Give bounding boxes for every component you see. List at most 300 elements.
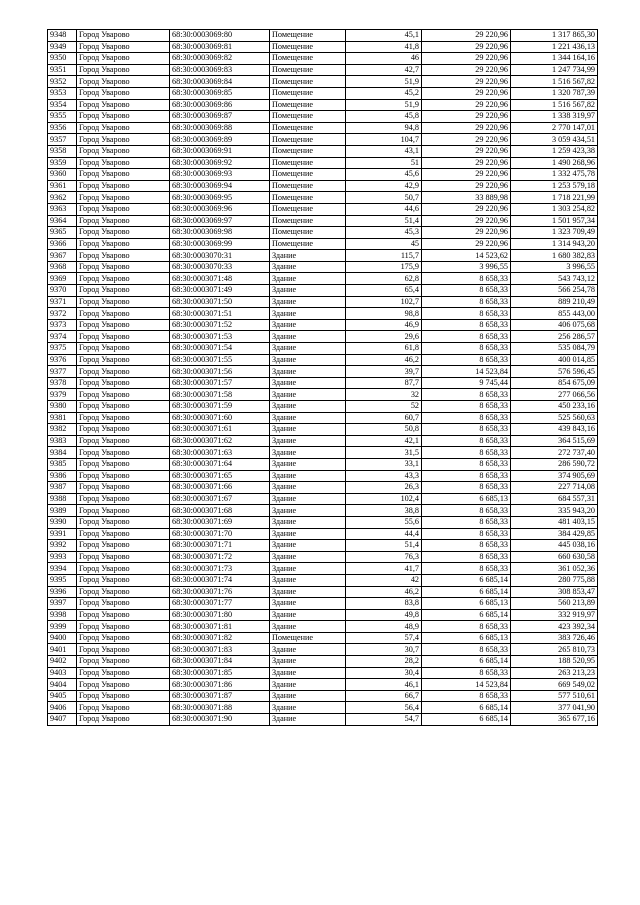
object-type-cell: Помещение xyxy=(270,215,346,227)
cadastral-number-cell: 68:30:0003071:64 xyxy=(170,458,270,470)
object-type-cell: Здание xyxy=(270,714,346,726)
object-type-cell: Здание xyxy=(270,319,346,331)
cadastral-value-cell: 1 303 254,82 xyxy=(511,203,598,215)
object-type-cell: Помещение xyxy=(270,53,346,65)
cadastral-value-cell: 450 233,16 xyxy=(511,401,598,413)
cadastral-number-cell: 68:30:0003069:94 xyxy=(170,180,270,192)
locality-cell: Город Уварово xyxy=(77,99,170,111)
locality-cell: Город Уварово xyxy=(77,227,170,239)
cadastral-number-cell: 68:30:0003071:52 xyxy=(170,319,270,331)
unit-value-cell: 14 523,84 xyxy=(422,679,511,691)
table-row xyxy=(48,598,598,610)
row-number-cell: 9396 xyxy=(48,586,77,598)
row-number-cell: 9351 xyxy=(48,64,77,76)
cadastral-number-cell: 68:30:0003070:33 xyxy=(170,261,270,273)
locality-cell: Город Уварово xyxy=(77,505,170,517)
row-number-cell: 9383 xyxy=(48,435,77,447)
locality-cell: Город Уварово xyxy=(77,621,170,633)
area-cell: 45,2 xyxy=(346,87,422,99)
locality-cell: Город Уварово xyxy=(77,563,170,575)
area-cell: 50,7 xyxy=(346,192,422,204)
row-number-cell: 9378 xyxy=(48,377,77,389)
locality-cell: Город Уварово xyxy=(77,470,170,482)
table-row xyxy=(48,331,598,343)
area-cell: 51 xyxy=(346,157,422,169)
unit-value-cell: 8 658,33 xyxy=(422,308,511,320)
locality-cell: Город Уварово xyxy=(77,389,170,401)
area-cell: 38,8 xyxy=(346,505,422,517)
locality-cell: Город Уварово xyxy=(77,714,170,726)
cadastral-value-cell: 543 743,12 xyxy=(511,273,598,285)
area-cell: 46 xyxy=(346,53,422,65)
unit-value-cell: 29 220,96 xyxy=(422,87,511,99)
cadastral-value-cell: 263 213,23 xyxy=(511,667,598,679)
locality-cell: Город Уварово xyxy=(77,169,170,181)
unit-value-cell: 29 220,96 xyxy=(422,122,511,134)
cadastral-number-cell: 68:30:0003069:93 xyxy=(170,169,270,181)
area-cell: 102,4 xyxy=(346,493,422,505)
row-number-cell: 9356 xyxy=(48,122,77,134)
area-cell: 45,3 xyxy=(346,227,422,239)
cadastral-number-cell: 68:30:0003071:72 xyxy=(170,551,270,563)
table-row xyxy=(48,516,598,528)
row-number-cell: 9380 xyxy=(48,401,77,413)
table-row xyxy=(48,702,598,714)
unit-value-cell: 8 658,33 xyxy=(422,401,511,413)
area-cell: 61,8 xyxy=(346,343,422,355)
cadastral-value-cell: 272 737,40 xyxy=(511,447,598,459)
cadastral-value-cell: 854 675,09 xyxy=(511,377,598,389)
cadastral-number-cell: 68:30:0003070:31 xyxy=(170,250,270,262)
cadastral-number-cell: 68:30:0003071:65 xyxy=(170,470,270,482)
unit-value-cell: 29 220,96 xyxy=(422,111,511,123)
table-row xyxy=(48,354,598,366)
cadastral-value-cell: 364 515,69 xyxy=(511,435,598,447)
cadastral-number-cell: 68:30:0003069:95 xyxy=(170,192,270,204)
cadastral-value-cell: 406 075,68 xyxy=(511,319,598,331)
area-cell: 51,9 xyxy=(346,99,422,111)
object-type-cell: Здание xyxy=(270,586,346,598)
area-cell: 43,3 xyxy=(346,470,422,482)
table-row xyxy=(48,644,598,656)
object-type-cell: Здание xyxy=(270,505,346,517)
area-cell: 42,9 xyxy=(346,180,422,192)
locality-cell: Город Уварово xyxy=(77,656,170,668)
object-type-cell: Здание xyxy=(270,412,346,424)
area-cell: 102,7 xyxy=(346,296,422,308)
row-number-cell: 9402 xyxy=(48,656,77,668)
table-row xyxy=(48,238,598,250)
table-row xyxy=(48,157,598,169)
locality-cell: Город Уварово xyxy=(77,354,170,366)
cadastral-number-cell: 68:30:0003071:69 xyxy=(170,516,270,528)
locality-cell: Город Уварово xyxy=(77,308,170,320)
table-row xyxy=(48,76,598,88)
cadastral-value-cell: 423 392,34 xyxy=(511,621,598,633)
unit-value-cell: 14 523,84 xyxy=(422,366,511,378)
table-row xyxy=(48,377,598,389)
cadastral-value-cell: 1 253 579,18 xyxy=(511,180,598,192)
cadastral-value-cell: 1 516 567,82 xyxy=(511,99,598,111)
locality-cell: Город Уварово xyxy=(77,41,170,53)
row-number-cell: 9391 xyxy=(48,528,77,540)
cadastral-number-cell: 68:30:0003071:71 xyxy=(170,540,270,552)
object-type-cell: Помещение xyxy=(270,145,346,157)
cadastral-value-cell: 445 038,16 xyxy=(511,540,598,552)
locality-cell: Город Уварово xyxy=(77,632,170,644)
area-cell: 44,4 xyxy=(346,528,422,540)
cadastral-value-cell: 308 853,47 xyxy=(511,586,598,598)
cadastral-value-cell: 400 014,85 xyxy=(511,354,598,366)
table-row xyxy=(48,319,598,331)
table-row xyxy=(48,250,598,262)
cadastral-number-cell: 68:30:0003071:62 xyxy=(170,435,270,447)
table-row xyxy=(48,528,598,540)
area-cell: 48,9 xyxy=(346,621,422,633)
object-type-cell: Помещение xyxy=(270,238,346,250)
cadastral-number-cell: 68:30:0003069:83 xyxy=(170,64,270,76)
unit-value-cell: 6 685,13 xyxy=(422,493,511,505)
unit-value-cell: 8 658,33 xyxy=(422,412,511,424)
area-cell: 87,7 xyxy=(346,377,422,389)
cadastral-number-cell: 68:30:0003071:59 xyxy=(170,401,270,413)
table-row xyxy=(48,586,598,598)
object-type-cell: Помещение xyxy=(270,632,346,644)
unit-value-cell: 6 685,13 xyxy=(422,598,511,610)
unit-value-cell: 29 220,96 xyxy=(422,203,511,215)
cadastral-number-cell: 68:30:0003071:77 xyxy=(170,598,270,610)
area-cell: 32 xyxy=(346,389,422,401)
locality-cell: Город Уварово xyxy=(77,319,170,331)
cadastral-number-cell: 68:30:0003069:85 xyxy=(170,87,270,99)
object-type-cell: Здание xyxy=(270,679,346,691)
unit-value-cell: 8 658,33 xyxy=(422,621,511,633)
unit-value-cell: 29 220,96 xyxy=(422,238,511,250)
area-cell: 46,2 xyxy=(346,354,422,366)
cadastral-number-cell: 68:30:0003069:99 xyxy=(170,238,270,250)
object-type-cell: Здание xyxy=(270,493,346,505)
row-number-cell: 9353 xyxy=(48,87,77,99)
unit-value-cell: 6 685,14 xyxy=(422,656,511,668)
unit-value-cell: 6 685,14 xyxy=(422,702,511,714)
area-cell: 62,8 xyxy=(346,273,422,285)
cadastral-number-cell: 68:30:0003069:84 xyxy=(170,76,270,88)
locality-cell: Город Уварово xyxy=(77,482,170,494)
row-number-cell: 9399 xyxy=(48,621,77,633)
object-type-cell: Здание xyxy=(270,621,346,633)
table-row xyxy=(48,111,598,123)
area-cell: 33,1 xyxy=(346,458,422,470)
cadastral-value-cell: 1 320 787,39 xyxy=(511,87,598,99)
cadastral-value-cell: 384 429,85 xyxy=(511,528,598,540)
table-row xyxy=(48,505,598,517)
cadastral-number-cell: 68:30:0003071:85 xyxy=(170,667,270,679)
locality-cell: Город Уварово xyxy=(77,528,170,540)
table-row xyxy=(48,679,598,691)
cadastral-value-cell: 1 317 865,30 xyxy=(511,30,598,42)
locality-cell: Город Уварово xyxy=(77,30,170,42)
cadastral-number-cell: 68:30:0003071:54 xyxy=(170,343,270,355)
cadastral-value-cell: 1 338 319,97 xyxy=(511,111,598,123)
area-cell: 41,8 xyxy=(346,41,422,53)
cadastral-number-cell: 68:30:0003069:88 xyxy=(170,122,270,134)
table-row xyxy=(48,261,598,273)
cadastral-value-cell: 227 714,08 xyxy=(511,482,598,494)
object-type-cell: Здание xyxy=(270,273,346,285)
row-number-cell: 9398 xyxy=(48,609,77,621)
object-type-cell: Помещение xyxy=(270,157,346,169)
cadastral-number-cell: 68:30:0003071:53 xyxy=(170,331,270,343)
area-cell: 42,1 xyxy=(346,435,422,447)
row-number-cell: 9364 xyxy=(48,215,77,227)
area-cell: 55,6 xyxy=(346,516,422,528)
object-type-cell: Здание xyxy=(270,250,346,262)
cadastral-number-cell: 68:30:0003071:63 xyxy=(170,447,270,459)
object-type-cell: Помещение xyxy=(270,87,346,99)
table-row xyxy=(48,122,598,134)
unit-value-cell: 29 220,96 xyxy=(422,41,511,53)
area-cell: 51,9 xyxy=(346,76,422,88)
row-number-cell: 9385 xyxy=(48,458,77,470)
row-number-cell: 9392 xyxy=(48,540,77,552)
object-type-cell: Здание xyxy=(270,470,346,482)
row-number-cell: 9382 xyxy=(48,424,77,436)
area-cell: 45,6 xyxy=(346,169,422,181)
locality-cell: Город Уварово xyxy=(77,540,170,552)
unit-value-cell: 29 220,96 xyxy=(422,53,511,65)
unit-value-cell: 8 658,33 xyxy=(422,690,511,702)
cadastral-value-cell: 684 557,31 xyxy=(511,493,598,505)
locality-cell: Город Уварово xyxy=(77,435,170,447)
locality-cell: Город Уварово xyxy=(77,157,170,169)
row-number-cell: 9401 xyxy=(48,644,77,656)
locality-cell: Город Уварово xyxy=(77,447,170,459)
cadastral-number-cell: 68:30:0003071:83 xyxy=(170,644,270,656)
table-row xyxy=(48,180,598,192)
cadastral-value-cell: 256 286,57 xyxy=(511,331,598,343)
unit-value-cell: 6 685,14 xyxy=(422,714,511,726)
cadastral-value-cell: 383 726,46 xyxy=(511,632,598,644)
row-number-cell: 9381 xyxy=(48,412,77,424)
object-type-cell: Здание xyxy=(270,516,346,528)
table-row xyxy=(48,285,598,297)
row-number-cell: 9369 xyxy=(48,273,77,285)
cadastral-value-cell: 1 344 164,16 xyxy=(511,53,598,65)
table-row xyxy=(48,134,598,146)
table-row xyxy=(48,632,598,644)
object-type-cell: Здание xyxy=(270,308,346,320)
table-row xyxy=(48,64,598,76)
area-cell: 44,6 xyxy=(346,203,422,215)
table-row xyxy=(48,366,598,378)
area-cell: 42,7 xyxy=(346,64,422,76)
unit-value-cell: 8 658,33 xyxy=(422,551,511,563)
row-number-cell: 9404 xyxy=(48,679,77,691)
area-cell: 31,5 xyxy=(346,447,422,459)
cadastral-value-cell: 1 516 567,82 xyxy=(511,76,598,88)
unit-value-cell: 8 658,33 xyxy=(422,470,511,482)
area-cell: 60,7 xyxy=(346,412,422,424)
cadastral-value-cell: 2 770 147,01 xyxy=(511,122,598,134)
cadastral-value-cell: 280 775,88 xyxy=(511,574,598,586)
locality-cell: Город Уварово xyxy=(77,424,170,436)
locality-cell: Город Уварово xyxy=(77,331,170,343)
area-cell: 76,3 xyxy=(346,551,422,563)
cadastral-number-cell: 68:30:0003069:81 xyxy=(170,41,270,53)
locality-cell: Город Уварово xyxy=(77,551,170,563)
row-number-cell: 9377 xyxy=(48,366,77,378)
object-type-cell: Помещение xyxy=(270,41,346,53)
cadastral-value-cell: 1 490 268,96 xyxy=(511,157,598,169)
locality-cell: Город Уварово xyxy=(77,215,170,227)
unit-value-cell: 8 658,33 xyxy=(422,667,511,679)
row-number-cell: 9357 xyxy=(48,134,77,146)
object-type-cell: Помещение xyxy=(270,203,346,215)
area-cell: 83,8 xyxy=(346,598,422,610)
cadastral-value-cell: 1 323 709,49 xyxy=(511,227,598,239)
object-type-cell: Здание xyxy=(270,551,346,563)
cadastral-number-cell: 68:30:0003071:82 xyxy=(170,632,270,644)
table-row xyxy=(48,470,598,482)
locality-cell: Город Уварово xyxy=(77,343,170,355)
cadastral-value-cell: 535 084,79 xyxy=(511,343,598,355)
locality-cell: Город Уварово xyxy=(77,377,170,389)
table-row xyxy=(48,424,598,436)
locality-cell: Город Уварово xyxy=(77,273,170,285)
unit-value-cell: 8 658,33 xyxy=(422,482,511,494)
row-number-cell: 9358 xyxy=(48,145,77,157)
unit-value-cell: 8 658,33 xyxy=(422,447,511,459)
locality-cell: Город Уварово xyxy=(77,122,170,134)
unit-value-cell: 8 658,33 xyxy=(422,354,511,366)
row-number-cell: 9406 xyxy=(48,702,77,714)
row-number-cell: 9367 xyxy=(48,250,77,262)
object-type-cell: Здание xyxy=(270,389,346,401)
locality-cell: Город Уварово xyxy=(77,285,170,297)
unit-value-cell: 33 889,98 xyxy=(422,192,511,204)
area-cell: 65,4 xyxy=(346,285,422,297)
locality-cell: Город Уварово xyxy=(77,667,170,679)
row-number-cell: 9366 xyxy=(48,238,77,250)
cadastral-number-cell: 68:30:0003071:86 xyxy=(170,679,270,691)
unit-value-cell: 3 996,55 xyxy=(422,261,511,273)
locality-cell: Город Уварово xyxy=(77,458,170,470)
cadastral-number-cell: 68:30:0003069:82 xyxy=(170,53,270,65)
unit-value-cell: 8 658,33 xyxy=(422,343,511,355)
unit-value-cell: 8 658,33 xyxy=(422,296,511,308)
object-type-cell: Помещение xyxy=(270,76,346,88)
unit-value-cell: 29 220,96 xyxy=(422,64,511,76)
table-row xyxy=(48,690,598,702)
object-type-cell: Здание xyxy=(270,354,346,366)
area-cell: 26,3 xyxy=(346,482,422,494)
cadastral-value-cell: 365 677,16 xyxy=(511,714,598,726)
locality-cell: Город Уварово xyxy=(77,586,170,598)
area-cell: 51,4 xyxy=(346,540,422,552)
cadastral-number-cell: 68:30:0003071:56 xyxy=(170,366,270,378)
area-cell: 94,8 xyxy=(346,122,422,134)
object-type-cell: Здание xyxy=(270,609,346,621)
unit-value-cell: 29 220,96 xyxy=(422,134,511,146)
table-row xyxy=(48,99,598,111)
unit-value-cell: 14 523,62 xyxy=(422,250,511,262)
unit-value-cell: 29 220,96 xyxy=(422,227,511,239)
unit-value-cell: 6 685,14 xyxy=(422,609,511,621)
object-type-cell: Здание xyxy=(270,563,346,575)
row-number-cell: 9350 xyxy=(48,53,77,65)
cadastral-value-cell: 265 810,73 xyxy=(511,644,598,656)
unit-value-cell: 8 658,33 xyxy=(422,331,511,343)
object-type-cell: Помещение xyxy=(270,64,346,76)
locality-cell: Город Уварово xyxy=(77,296,170,308)
row-number-cell: 9372 xyxy=(48,308,77,320)
row-number-cell: 9368 xyxy=(48,261,77,273)
row-number-cell: 9371 xyxy=(48,296,77,308)
area-cell: 56,4 xyxy=(346,702,422,714)
cadastral-number-cell: 68:30:0003071:80 xyxy=(170,609,270,621)
locality-cell: Город Уварово xyxy=(77,145,170,157)
locality-cell: Город Уварово xyxy=(77,111,170,123)
object-type-cell: Здание xyxy=(270,424,346,436)
area-cell: 51,4 xyxy=(346,215,422,227)
row-number-cell: 9361 xyxy=(48,180,77,192)
unit-value-cell: 9 745,44 xyxy=(422,377,511,389)
object-type-cell: Помещение xyxy=(270,169,346,181)
table-row xyxy=(48,656,598,668)
locality-cell: Город Уварово xyxy=(77,679,170,691)
row-number-cell: 9376 xyxy=(48,354,77,366)
unit-value-cell: 6 685,14 xyxy=(422,574,511,586)
area-cell: 46,1 xyxy=(346,679,422,691)
cadastral-value-cell: 1 247 734,99 xyxy=(511,64,598,76)
row-number-cell: 9390 xyxy=(48,516,77,528)
table-row xyxy=(48,401,598,413)
unit-value-cell: 8 658,33 xyxy=(422,516,511,528)
cadastral-number-cell: 68:30:0003071:87 xyxy=(170,690,270,702)
table-row xyxy=(48,482,598,494)
cadastral-number-cell: 68:30:0003071:61 xyxy=(170,424,270,436)
locality-cell: Город Уварово xyxy=(77,609,170,621)
unit-value-cell: 8 658,33 xyxy=(422,389,511,401)
object-type-cell: Здание xyxy=(270,656,346,668)
cadastral-value-cell: 1 259 423,38 xyxy=(511,145,598,157)
row-number-cell: 9355 xyxy=(48,111,77,123)
cadastral-number-cell: 68:30:0003071:66 xyxy=(170,482,270,494)
object-type-cell: Здание xyxy=(270,261,346,273)
area-cell: 45,8 xyxy=(346,111,422,123)
table-row xyxy=(48,169,598,181)
row-number-cell: 9395 xyxy=(48,574,77,586)
table-body xyxy=(48,30,598,726)
row-number-cell: 9374 xyxy=(48,331,77,343)
cadastral-value-cell: 361 052,36 xyxy=(511,563,598,575)
row-number-cell: 9400 xyxy=(48,632,77,644)
locality-cell: Город Уварово xyxy=(77,598,170,610)
row-number-cell: 9384 xyxy=(48,447,77,459)
cadastral-number-cell: 68:30:0003071:67 xyxy=(170,493,270,505)
object-type-cell: Здание xyxy=(270,528,346,540)
row-number-cell: 9405 xyxy=(48,690,77,702)
cadastral-value-cell: 3 996,55 xyxy=(511,261,598,273)
table-row xyxy=(48,447,598,459)
cadastral-value-cell: 560 213,89 xyxy=(511,598,598,610)
cadastral-number-cell: 68:30:0003071:50 xyxy=(170,296,270,308)
row-number-cell: 9373 xyxy=(48,319,77,331)
table-row xyxy=(48,203,598,215)
object-type-cell: Помещение xyxy=(270,99,346,111)
row-number-cell: 9407 xyxy=(48,714,77,726)
unit-value-cell: 8 658,33 xyxy=(422,505,511,517)
